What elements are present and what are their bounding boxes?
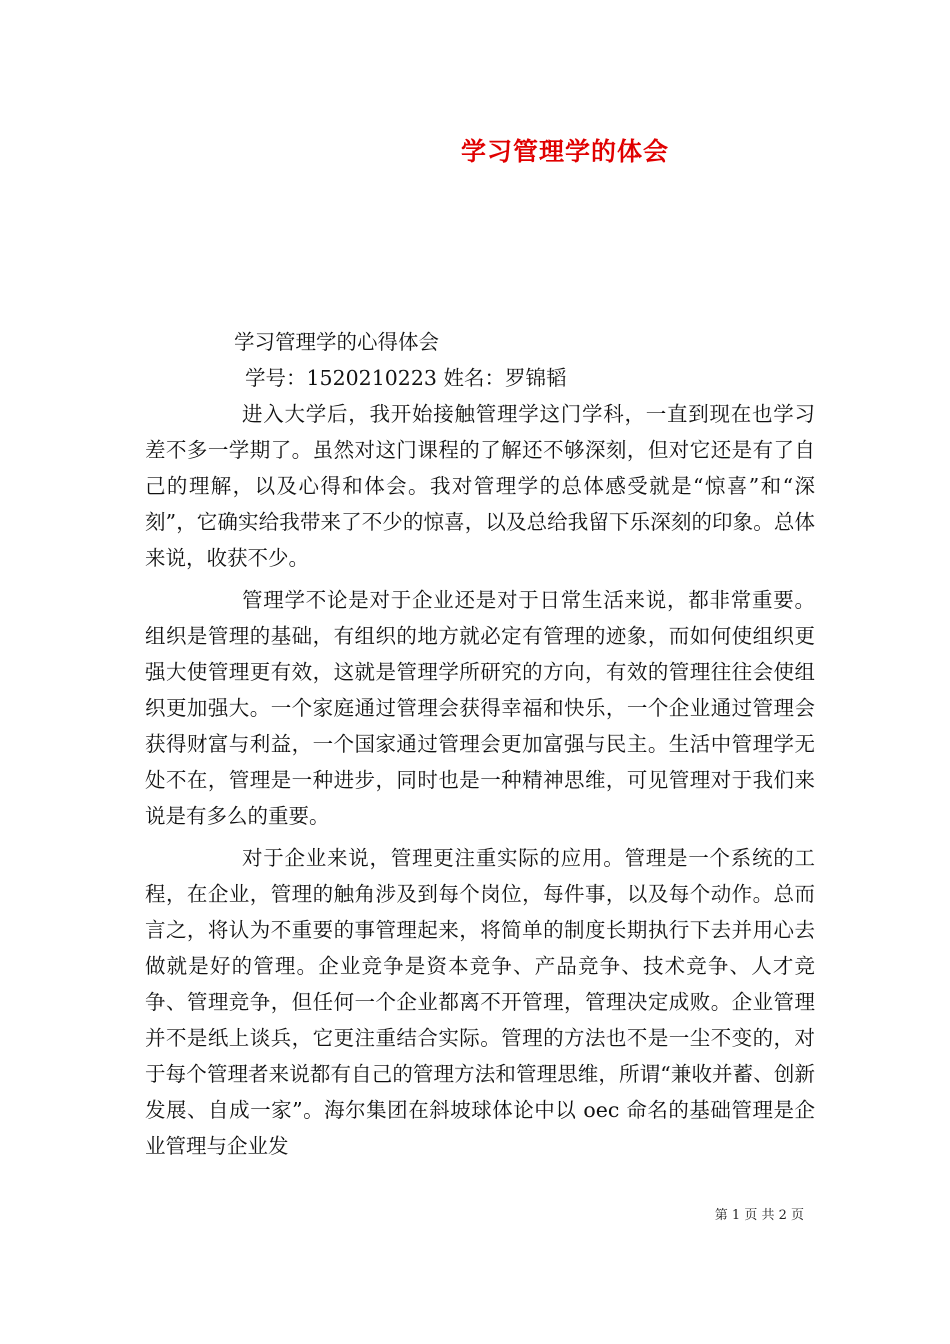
document-title: 学习管理学的体会 <box>460 137 669 166</box>
student-info: 学号：1520210223 姓名：罗锦韬 <box>245 366 567 390</box>
document-body <box>145 324 815 1164</box>
paragraph-1: 进入大学后，我开始接触管理学这门学科，一直到现在也学习差不多一学期了。虽然对这门课程的了解还不够深刻，但对它还是有了自己的理解，以及心得和体会。我对管理学的总体感受就是“惊喜”和“深刻”，它确实给我带来了不少的惊喜，以及总给我留下乐深刻的印象。总体来说，收获不少。 <box>145 402 815 570</box>
page-number-footer: 第 1 页 共 2 页 <box>714 1208 804 1223</box>
essay-subtitle: 学习管理学的心得体会 <box>234 330 439 354</box>
paragraph-2: 管理学不论是对于企业还是对于日常生活来说，都非常重要。组织是管理的基础，有组织的地方就必定有管理的迹象，而如何使组织更强大使管理更有效，这就是管理学所研究的方向，有效的管理往往会使组织更加强大。一个家庭通过管理会获得幸福和快乐，一个企业通过管理会获得财富与利益，一个国家通过管理会更加富强与民主。生活中管理学无处不在，管理是一种进步，同时也是一种精神思维，可见管理对于我们来说是有多么的重要。 <box>145 588 815 828</box>
paragraph-3: 对于企业来说，管理更注重实际的应用。管理是一个系统的工程，在企业，管理的触角涉及到每个岗位，每件事，以及每个动作。总而言之，将认为不重要的事管理起来，将简单的制度长期执行下去并用心去做就是好的管理。企业竞争是资本竞争、产品竞争、技术竞争、人才竞争、管理竞争，但任何一个企业都离不开管理，管理决定成败。企业管理并不是纸上谈兵，它更注重结合实际。管理的方法也不是一尘不变的，对于每个管理者来说都有自己的管理方法和管理思维，所谓“兼收并蓄、创新发展、自成一家”。海尔集团在斜坡球体论中以 oec 命名的基础管理是企业管理与企业发 <box>145 846 815 1158</box>
